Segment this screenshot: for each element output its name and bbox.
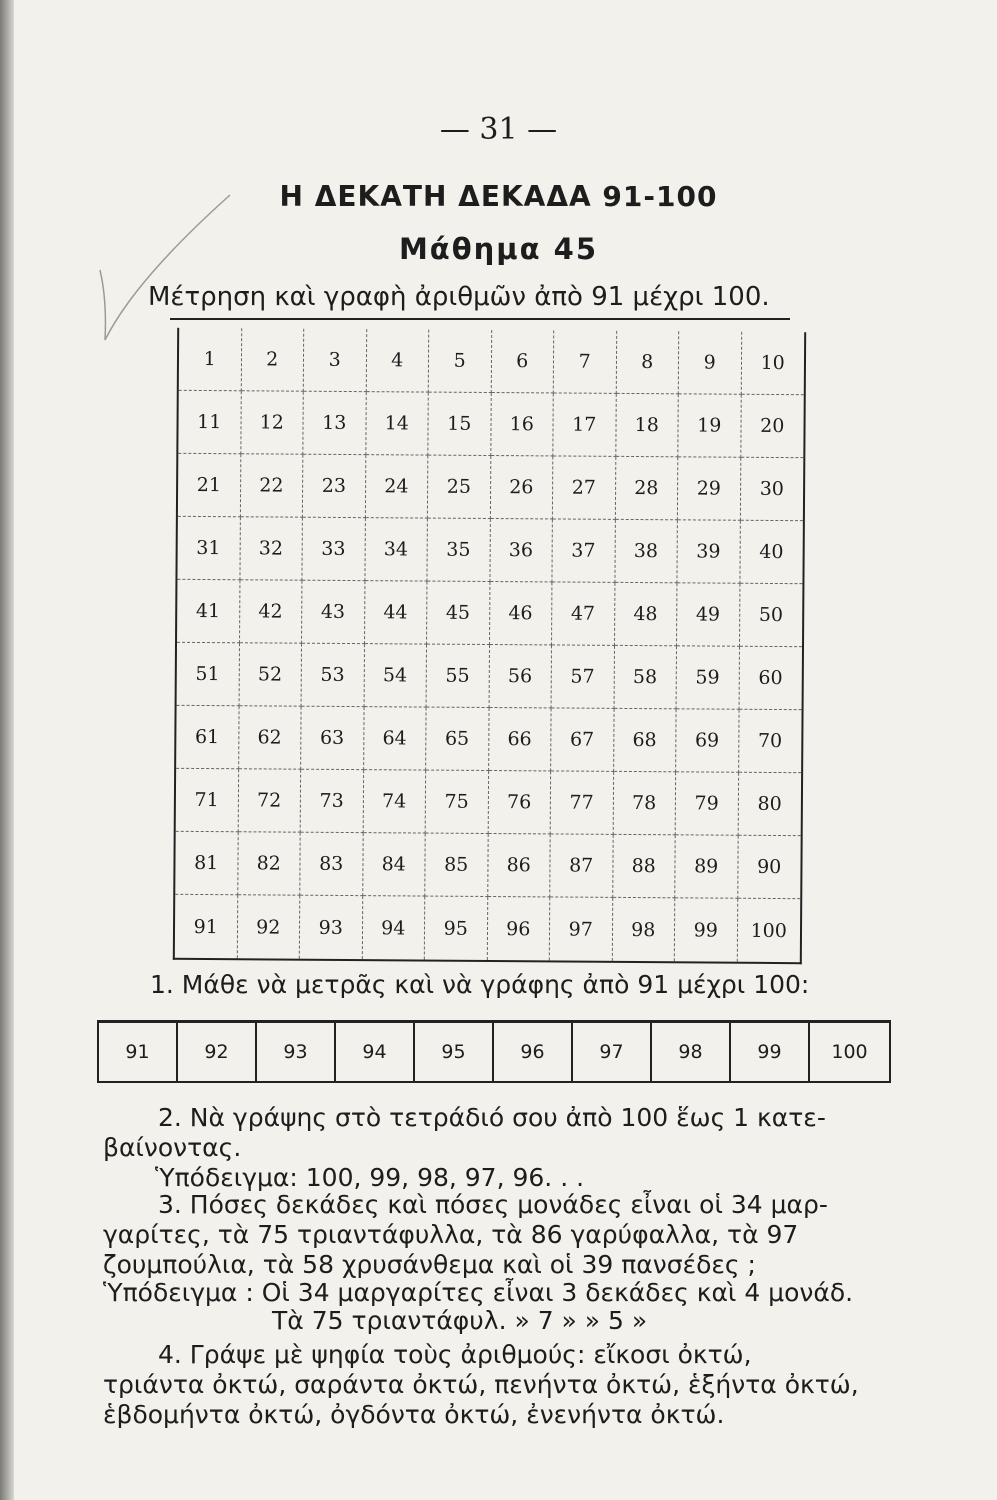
text-line: βαίνοντας. (103, 1133, 242, 1162)
grid-cell: 87 (550, 834, 613, 897)
grid-cell: 50 (740, 584, 803, 647)
grid-cell: 81 (175, 832, 238, 895)
grid-cell: 58 (614, 646, 677, 709)
grid-cell: 22 (240, 454, 303, 517)
text-line: γαρίτες, τὰ 75 τριαντάφυλλα, τὰ 86 γαρύφαλλα, τὰ 97 (103, 1220, 799, 1249)
grid-cell: 46 (490, 582, 553, 645)
grid-cell: 86 (488, 834, 551, 897)
grid-cell: 67 (551, 708, 614, 771)
grid-cell: 52 (239, 643, 302, 706)
exercise-1: 1. Μάθε νὰ μετρᾶς καὶ νὰ γράφης ἀπὸ 91 μέχρι 100: (150, 970, 810, 999)
text-line: Ὑπόδειγμα : Οἱ 34 μαργαρίτες εἶναι 3 δεκάδες καὶ 4 μονάδ. (103, 1278, 854, 1307)
grid-cell: 7 (554, 330, 617, 393)
grid-cell: 56 (489, 645, 552, 708)
grid-cell: 45 (427, 582, 490, 645)
grid-cell: 73 (301, 770, 364, 833)
grid-cell: 74 (363, 770, 426, 833)
grid-cell: 72 (238, 769, 301, 832)
grid-cell: 35 (427, 519, 490, 582)
grid-cell: 47 (552, 582, 615, 645)
grid-cell: 20 (741, 395, 804, 458)
grid-cell: 39 (677, 520, 740, 583)
grid-cell: 31 (177, 517, 240, 580)
grid-cell: 98 (612, 898, 675, 961)
grid-cell: 82 (238, 832, 301, 895)
strip-cell: 92 (178, 1023, 257, 1081)
grid-cell: 48 (615, 583, 678, 646)
grid-cell: 1 (179, 328, 242, 391)
grid-cell: 100 (750, 919, 787, 942)
text-line: Ὑπόδειγμα: 100, 99, 98, 97, 96. . . (155, 1163, 585, 1192)
grid-cell: 12 (241, 391, 304, 454)
strip-cell: 94 (336, 1023, 415, 1081)
page-number: — 31 — (439, 112, 558, 147)
grid-cell: 3 (304, 329, 367, 392)
grid-cell: 44 (365, 581, 428, 644)
grid-cell: 21 (178, 454, 241, 517)
grid-cell: 79 (676, 772, 739, 835)
grid-cell: 76 (488, 771, 551, 834)
grid-cell: 96 (487, 897, 550, 960)
grid-cell: 42 (240, 580, 303, 643)
grid-cell: 14 (366, 392, 429, 455)
grid-cell: 80 (738, 773, 801, 836)
number-strip-91-100 (97, 1020, 891, 1083)
grid-cell: 29 (678, 457, 741, 520)
grid-cell: 49 (677, 583, 740, 646)
grid-cell: 99 (675, 898, 738, 961)
text-line: 3. Πόσες δεκάδες καὶ πόσες μονάδες εἶναι οἱ 34 μαρ- (158, 1190, 828, 1219)
grid-cell: 61 (176, 706, 239, 769)
grid-cell: 78 (613, 772, 676, 835)
grid-cell: 36 (490, 519, 553, 582)
grid-cell: 88 (613, 835, 676, 898)
grid-cell: 54 (364, 644, 427, 707)
grid-cell: 27 (553, 456, 616, 519)
text-line: ἑβδομήντα ὀκτώ, ὀγδόντα ὀκτώ, ἐνενήντα ὀκτώ. (103, 1400, 725, 1429)
grid-cell: 63 (301, 707, 364, 770)
grid-cell: 11 (178, 391, 241, 454)
text-line: Τὰ 75 τριαντάφυλ. » 7 » » 5 » (272, 1306, 648, 1335)
text-line: 2. Νὰ γράψης στὸ τετράδιό σου ἀπὸ 100 ἕως 1 κατε- (158, 1103, 826, 1132)
strip-cell: 95 (415, 1023, 494, 1081)
grid-cell: 19 (678, 394, 741, 457)
grid-cell: 66 (489, 708, 552, 771)
grid-cell: 90 (738, 836, 801, 899)
strip-cell: 96 (494, 1023, 573, 1081)
grid-cell: 62 (239, 706, 302, 769)
book-spine-shadow (0, 0, 14, 1500)
grid-cell: 97 (550, 897, 613, 960)
grid-cell: 26 (490, 456, 553, 519)
grid-cell: 85 (425, 834, 488, 897)
grid-cell: 25 (428, 456, 491, 519)
grid-cell: 6 (491, 330, 554, 393)
grid-cell: 33 (302, 518, 365, 581)
grid-cell: 94 (362, 896, 425, 959)
grid-cell: 18 (616, 394, 679, 457)
grid-cell: 38 (615, 520, 678, 583)
grid-cell: 34 (365, 518, 428, 581)
text-line: ζουμπούλια, τὰ 58 χρυσάνθεμα καὶ οἱ 39 πανσέδες ; (103, 1250, 756, 1279)
grid-cell: 57 (552, 645, 615, 708)
grid-cell: 89 (675, 835, 738, 898)
strip-cell: 99 (731, 1023, 810, 1081)
grid-cell: 10 (741, 332, 804, 395)
grid-cell: 15 (428, 393, 491, 456)
chapter-title: Η ΔΕΚΑΤΗ ΔΕΚΑΔΑ 91-100 (279, 180, 718, 213)
text-line: τριάντα ὀκτώ, σαράντα ὀκτώ, πενήντα ὀκτώ, ἑξήντα ὀκτώ, (103, 1370, 859, 1399)
title-rule (170, 318, 790, 320)
grid-cell: 60 (739, 647, 802, 710)
lesson-heading: Μάθημα 45 (398, 232, 599, 266)
grid-cell: 59 (677, 646, 740, 709)
grid-cell: 55 (427, 645, 490, 708)
text-line: 4. Γράψε μὲ ψηφία τοὺς ἀριθμούς: εἴκοσι ὀκτώ, (158, 1340, 752, 1369)
grid-cell: 75 (426, 771, 489, 834)
grid-cell: 28 (615, 457, 678, 520)
grid-cell: 70 (739, 710, 802, 773)
lesson-subtitle: Μέτρηση καὶ γραφὴ ἀριθμῶν ἀπὸ 91 μέχρι 100. (148, 282, 770, 312)
grid-cell: 95 (425, 897, 488, 960)
grid-cell: 4 (366, 329, 429, 392)
grid-cell: 40 (740, 521, 803, 584)
grid-cell: 23 (303, 455, 366, 518)
grid-cell: 5 (429, 330, 492, 393)
grid-cell: 24 (365, 455, 428, 518)
grid-cell: 92 (237, 895, 300, 958)
grid-cell: 91 (175, 895, 238, 958)
grid-cell: 53 (302, 644, 365, 707)
hundred-number-grid (173, 328, 806, 964)
grid-cell: 8 (616, 331, 679, 394)
grid-cell: 43 (302, 581, 365, 644)
grid-cell: 30 (740, 458, 803, 521)
grid-cell: 64 (364, 707, 427, 770)
grid-cell: 41 (177, 580, 240, 643)
grid-cell: 9 (679, 331, 742, 394)
grid-cell: 13 (303, 392, 366, 455)
grid-cell: 93 (300, 896, 363, 959)
grid-cell: 16 (491, 393, 554, 456)
strip-cell: 100 (831, 1041, 868, 1063)
grid-cell: 83 (300, 833, 363, 896)
grid-cell: 37 (552, 519, 615, 582)
strip-cell: 97 (573, 1023, 652, 1081)
grid-cell: 77 (551, 771, 614, 834)
grid-cell: 71 (176, 769, 239, 832)
strip-cell: 93 (257, 1023, 336, 1081)
grid-cell: 17 (553, 393, 616, 456)
strip-cell: 91 (99, 1023, 178, 1081)
grid-cell: 2 (241, 328, 304, 391)
grid-cell: 84 (363, 833, 426, 896)
grid-cell: 69 (676, 709, 739, 772)
pencil-check-mark (95, 190, 235, 350)
grid-cell: 32 (240, 517, 303, 580)
grid-cell: 51 (177, 643, 240, 706)
grid-cell: 68 (614, 709, 677, 772)
grid-cell: 65 (426, 708, 489, 771)
strip-cell: 98 (652, 1023, 731, 1081)
